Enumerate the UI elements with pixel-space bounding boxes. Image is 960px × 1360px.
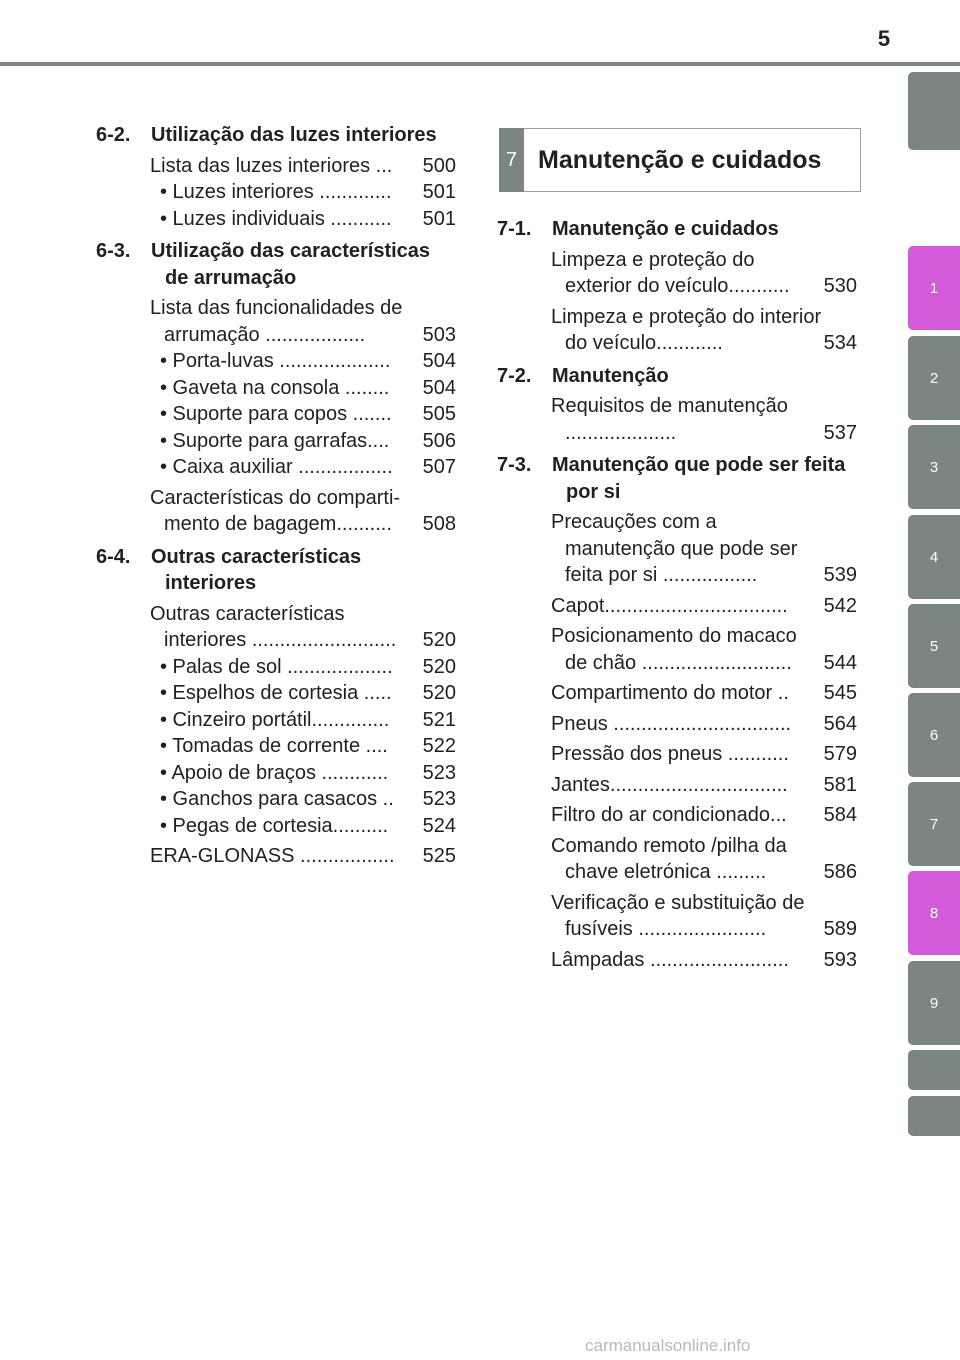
chapter-tab-blank[interactable]: [908, 72, 960, 150]
toc-entry[interactable]: [551, 509, 857, 589]
toc-subentry[interactable]: [150, 760, 456, 787]
section-title: Manutenção: [552, 364, 669, 387]
entry-text: • Porta-luvas ....................: [160, 350, 391, 372]
entry-text: Precauções com a manutenção que pode ser feita por si .................: [551, 511, 798, 586]
entry-page-number: 523: [422, 761, 456, 784]
section-number: 6-2.: [96, 124, 131, 146]
chapter-tab-3[interactable]: 3: [908, 425, 960, 509]
entry-text: • Luzes individuais ...........: [160, 207, 392, 230]
entry-text: Requisitos de manutenção ....................: [551, 395, 788, 444]
entry-page-number: 522: [422, 735, 456, 757]
entry-text: • Suporte para garrafas....: [160, 429, 390, 452]
chapter-title: Manutenção e cuidados: [538, 145, 822, 174]
toc-entry[interactable]: [551, 772, 857, 799]
entry-page-number: 579: [823, 743, 857, 765]
entry-page-number: 507: [422, 456, 456, 478]
toc-subentry[interactable]: [150, 375, 456, 402]
section-number: 7-1.: [497, 218, 532, 240]
section-title: Outras características interiores: [151, 545, 362, 594]
entry-text: Características do comparti- mento de bagagem..........: [150, 486, 401, 535]
header-rule: [0, 62, 960, 66]
entry-page-number: 501: [422, 181, 456, 203]
entry-page-number: 508: [422, 513, 456, 535]
toc-entry[interactable]: [551, 890, 857, 943]
chapter-tab-9[interactable]: 9: [908, 961, 960, 1045]
entry-text: • Gaveta na consola ........: [160, 376, 390, 399]
entry-text: • Apoio de braços ............: [160, 761, 389, 784]
toc-right-column: [497, 216, 857, 973]
chapter-tab-6[interactable]: 6: [908, 693, 960, 777]
toc-entry[interactable]: [551, 623, 857, 676]
toc-entry[interactable]: [551, 593, 857, 620]
entry-text: • Palas de sol ...................: [160, 655, 393, 678]
chapter-tab-7[interactable]: 7: [908, 782, 960, 866]
toc-entry[interactable]: [150, 485, 456, 538]
entry-page-number: 503: [422, 323, 456, 346]
section-number: 6-4.: [96, 545, 131, 568]
entry-text: • Suporte para copos .......: [160, 403, 392, 425]
entry-page-number: 584: [823, 804, 857, 826]
toc-section-heading[interactable]: [96, 544, 456, 597]
toc-entry[interactable]: [551, 393, 857, 446]
entry-page-number: 501: [422, 207, 456, 230]
entry-text: • Caixa auxiliar .................: [160, 456, 393, 478]
toc-subentry[interactable]: [150, 707, 456, 734]
entry-page-number: 593: [823, 948, 857, 971]
entry-text: Jantes................................: [551, 773, 788, 796]
entry-text: • Luzes interiores .............: [160, 181, 392, 203]
toc-section-heading[interactable]: [96, 238, 456, 291]
chapter-tab-5[interactable]: 5: [908, 604, 960, 688]
entry-text: Comando remoto /pilha da chave eletrónica .........: [551, 834, 787, 883]
entry-page-number: 586: [823, 861, 857, 883]
entry-text: Lâmpadas .........................: [551, 948, 789, 971]
entry-page-number: 504: [422, 350, 456, 372]
toc-entry[interactable]: [551, 947, 857, 974]
entry-text: Verificação e substituição de fusíveis .......................: [551, 891, 805, 940]
entry-page-number: 520: [422, 655, 456, 678]
toc-subentry[interactable]: [150, 179, 456, 206]
section-title: Utilização das características de arrumação: [151, 240, 431, 289]
entry-page-number: 581: [823, 773, 857, 796]
toc-section-heading[interactable]: [497, 363, 857, 390]
toc-subentry[interactable]: [150, 454, 456, 481]
entry-text: • Pegas de cortesia..........: [160, 814, 389, 837]
chapter-tab-8[interactable]: 8: [908, 871, 960, 955]
entry-page-number: 520: [422, 682, 456, 704]
toc-section-heading[interactable]: [497, 452, 857, 505]
entry-page-number: 534: [823, 332, 857, 354]
entry-text: Filtro do ar condicionado...: [551, 804, 787, 826]
chapter-tab-blank[interactable]: [908, 1096, 960, 1136]
entry-page-number: 504: [422, 376, 456, 399]
toc-section-heading[interactable]: [96, 122, 456, 149]
section-title: Utilização das luzes interiores: [151, 124, 437, 146]
entry-page-number: 524: [422, 814, 456, 837]
section-title: Manutenção que pode ser feita por si: [552, 454, 846, 503]
toc-left-column: [96, 122, 456, 870]
entry-page-number: 523: [422, 788, 456, 810]
entry-text: Lista das luzes interiores ...: [150, 154, 393, 177]
entry-page-number: 520: [422, 629, 456, 651]
toc-entry[interactable]: [150, 601, 456, 654]
section-number: 6-3.: [96, 240, 131, 262]
entry-text: Limpeza e proteção do interior do veículo............: [551, 305, 822, 354]
entry-text: • Ganchos para casacos ..: [160, 788, 394, 810]
entry-text: Lista das funcionalidades de arrumação ..................: [150, 297, 403, 346]
entry-page-number: 589: [823, 918, 857, 940]
entry-page-number: 505: [422, 403, 456, 425]
entry-text: Compartimento do motor ..: [551, 682, 789, 704]
toc-entry[interactable]: [551, 680, 857, 707]
chapter-tab-4[interactable]: 4: [908, 515, 960, 599]
toc-entry[interactable]: [150, 295, 456, 348]
chapter-tab-blank[interactable]: [908, 1050, 960, 1090]
toc-subentry[interactable]: [150, 733, 456, 760]
watermark: carmanualsonline.info: [585, 1336, 751, 1355]
entry-page-number: 537: [823, 421, 857, 444]
toc-subentry[interactable]: [150, 401, 456, 428]
toc-entry[interactable]: [551, 304, 857, 357]
entry-page-number: 525: [422, 845, 456, 867]
section-number: 7-3.: [497, 454, 532, 476]
toc-subentry[interactable]: [150, 206, 456, 233]
entry-text: ERA-GLONASS .................: [150, 845, 395, 867]
toc-subentry[interactable]: [150, 680, 456, 707]
entry-page-number: 521: [422, 708, 456, 731]
entry-page-number: 564: [823, 712, 857, 735]
toc-section-heading[interactable]: [497, 216, 857, 243]
toc-entry[interactable]: [150, 153, 456, 180]
toc-subentry[interactable]: [150, 813, 456, 840]
toc-entry[interactable]: [551, 711, 857, 738]
entry-text: Capot.................................: [551, 594, 788, 617]
entry-text: Outras características interiores ..........................: [150, 602, 397, 651]
entry-page-number: 542: [823, 594, 857, 617]
toc-subentry[interactable]: [150, 348, 456, 375]
entry-page-number: 544: [823, 651, 857, 674]
entry-page-number: 545: [823, 682, 857, 704]
toc-entry[interactable]: [551, 802, 857, 829]
section-title: Manutenção e cuidados: [552, 218, 779, 240]
chapter-tab-2[interactable]: 2: [908, 336, 960, 420]
entry-text: Pneus ................................: [551, 712, 792, 735]
entry-text: Limpeza e proteção do exterior do veículo...........: [551, 248, 790, 297]
toc-entry[interactable]: [551, 247, 857, 300]
entry-page-number: 500: [422, 154, 456, 177]
toc-entry[interactable]: [551, 833, 857, 886]
entry-page-number: 530: [823, 275, 857, 297]
entry-text: • Tomadas de corrente ....: [160, 735, 388, 757]
chapter-number: 7: [499, 128, 524, 192]
entry-text: • Cinzeiro portátil..............: [160, 708, 390, 731]
section-number: 7-2.: [497, 364, 532, 387]
toc-subentry[interactable]: [150, 654, 456, 681]
toc-subentry[interactable]: [150, 428, 456, 455]
page-number: 5: [877, 26, 891, 51]
toc-entry[interactable]: [551, 741, 857, 768]
entry-page-number: 539: [823, 564, 857, 586]
toc-entry[interactable]: [150, 843, 456, 870]
chapter-header: [499, 128, 861, 192]
toc-subentry[interactable]: [150, 786, 456, 813]
entry-text: Posicionamento do macaco de chão ...........................: [551, 625, 797, 674]
chapter-tab-1[interactable]: 1: [908, 246, 960, 330]
entry-text: Pressão dos pneus ...........: [551, 743, 789, 765]
entry-page-number: 506: [422, 429, 456, 452]
entry-text: • Espelhos de cortesia .....: [160, 682, 392, 704]
